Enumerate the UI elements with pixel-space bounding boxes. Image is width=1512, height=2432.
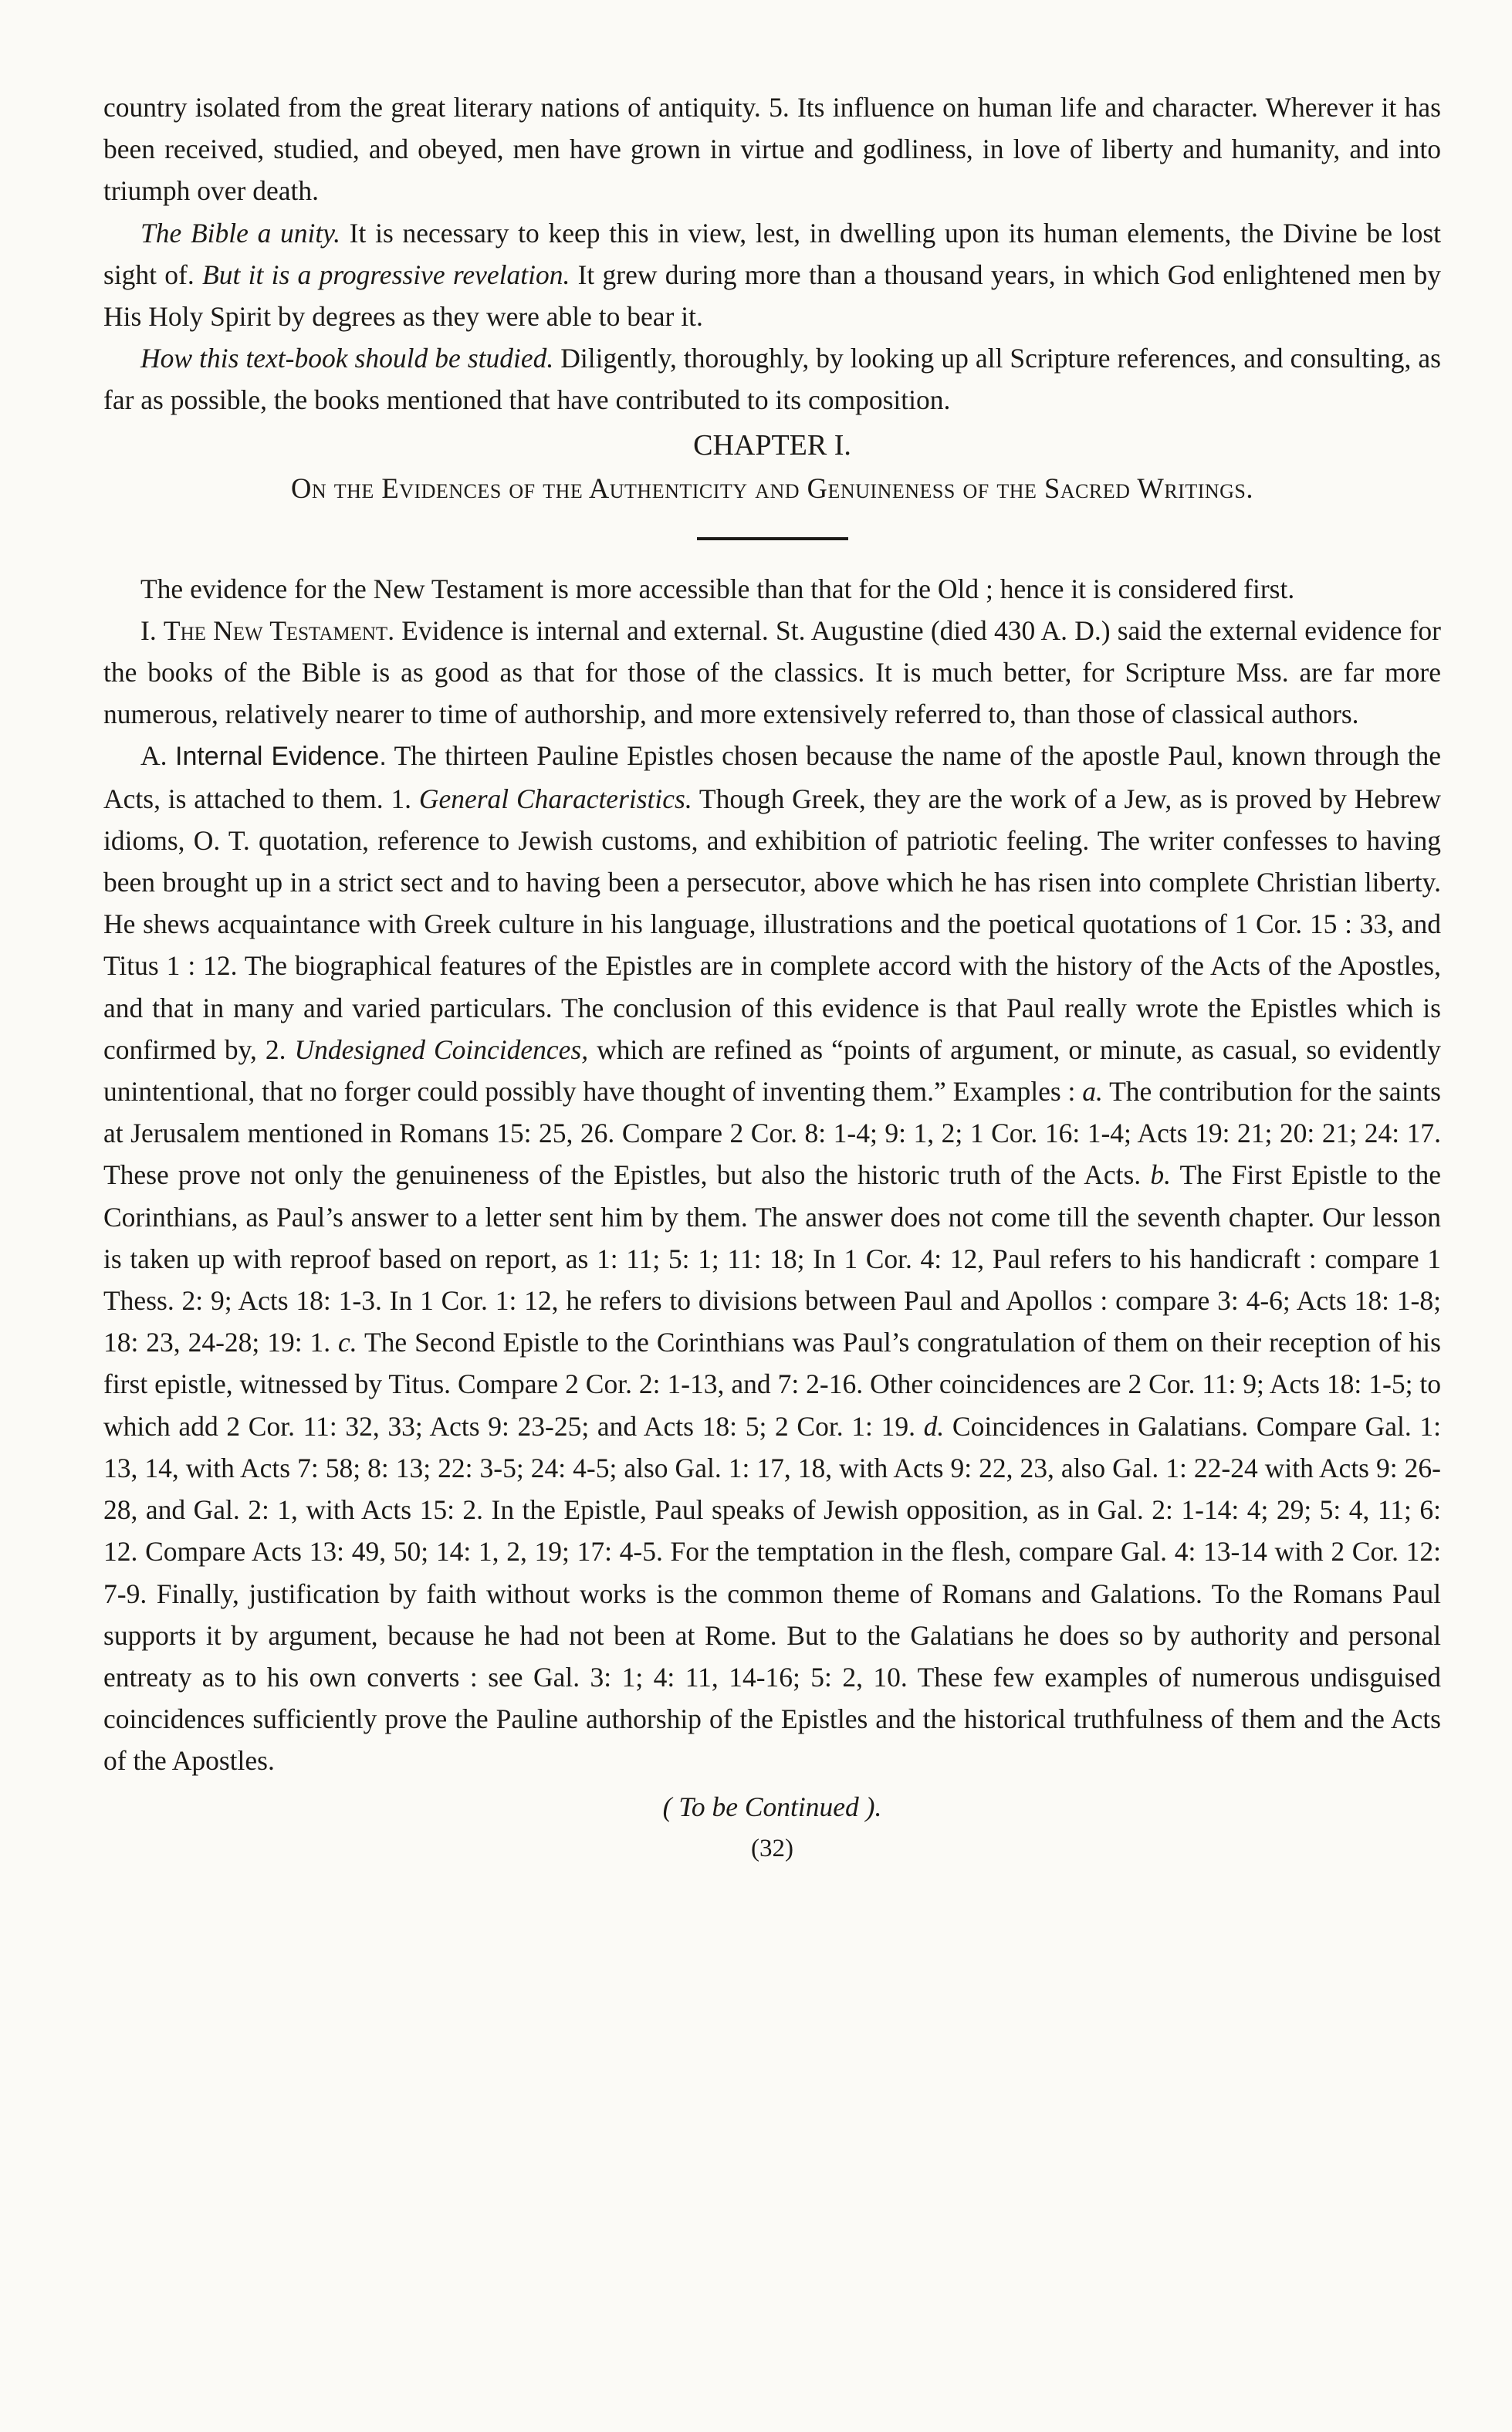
section-divider	[697, 537, 848, 540]
intro-paragraph-3: How this text-book should be studied. Diligently, thoroughly, by looking up all Scripture references, and consulting, as far as possible, the books mentioned that have contributed to its composition.	[103, 343, 1441, 416]
paragraph-title: How this text-book should be studied.	[140, 343, 554, 374]
to-be-continued: ( To be Continued ).	[662, 1791, 882, 1822]
intro-paragraph-2: The Bible a unity. It is necessary to keep this in view, lest, in dwelling upon its human elements, the Divine be lost sight of. But it is a progressive revelation. It grew during more than a thousand years, in which God enlightened men by His Holy Spirit by degrees as they were able to bear it.	[103, 217, 1441, 333]
page-number: (32)	[751, 1834, 793, 1862]
body-section	[103, 568, 1441, 1782]
section-title: The New Testament.	[163, 614, 395, 646]
chapter-subheading: On the Evidences of the Authenticity and Genuineness of the Sacred Writings.	[291, 472, 1253, 504]
body-paragraph-2: I. The New Testament. Evidence is internal and external. St. Augustine (died 430 A. D.) said the external evidence for the books of the Bible is as good as that for those of the classics. It is much better, for Scripture Mss. are far more numerous, relatively nearer to time of authorship, and more extensively referred to, than those of classical authors.	[103, 614, 1441, 730]
chapter-heading: CHAPTER I.	[693, 428, 851, 462]
body-paragraph-1: The evidence for the New Testament is more accessible than that for the Old ; hence it is considered first.	[140, 573, 1295, 604]
section-title: Internal Evidence.	[175, 742, 387, 772]
intro-section	[103, 86, 1441, 421]
intro-paragraph-1: country isolated from the great literary nations of antiquity. 5. Its influence on human life and character. Wherever it has been received, studied, and obeyed, men have grown in virtue and godliness, in love of liberty and humanity, and into triumph over death.	[103, 92, 1441, 207]
paragraph-title: The Bible a unity.	[140, 217, 340, 249]
body-paragraph-3: A. Internal Evidence. The thirteen Pauline Epistles chosen because the name of the apostle Paul, known through the Acts, is attached to them. 1. General Characteristics. Though Greek, they are the work of a Jew, as is proved by Hebrew idioms, O. T. quotation, reference to Jewish customs, and exhibition of patriotic feeling. The writer confesses to having been brought up in a strict sect and to having been a persecutor, above which he has risen into complete Christian liberty. He shews acquaintance with Greek culture in his language, illustrations and the poetical quotations of 1 Cor. 15 : 33, and Titus 1 : 12. The biographical features of the Epistles are in complete accord with the history of the Acts of the Apostles, and that in many and varied particulars. The conclusion of this evidence is that Paul really wrote the Epistles which is confirmed by, 2. Undesigned Coincidences, which are refined as “points of argument, or minute, as casual, so evidently unintentional, that no forger could possibly have thought of inventing them.” Examples : a. The contribution for the saints at Jerusalem mentioned in Romans 15: 25, 26. Compare 2 Cor. 8: 1-4; 9: 1, 2; 1 Cor. 16: 1-4; Acts 19: 21; 20: 21; 24: 17. These prove not only the genuineness of the Epistles, but also the historic truth of the Acts. b. The First Epistle to the Corinthians, as Paul’s answer to a letter sent him by them. The answer does not come till the seventh chapter. Our lesson is taken up with reproof based on report, as 1: 11; 5: 1; 11: 18; In 1 Cor. 4: 12, Paul refers to his handicraft : compare 1 Thess. 2: 9; Acts 18: 1-3. In 1 Cor. 1: 12, he refers to divisions between Paul and Apollos : compare 3: 4-6; Acts 18: 1-8; 18: 23, 24-28; 19: 1. c. The Second Epistle to the Corinthians was Paul’s congratulation of them on their reception of his first epistle, witnessed by Titus. Compare 2 Cor. 2: 1-13, and 7: 2-16. Other coincidences are 2 Cor. 11: 9; Acts 18: 1-5; to which add 2 Cor. 11: 32, 33; Acts 9: 23-25; and Acts 18: 5; 2 Cor. 1: 19. d. Coincidences in Galatians. Compare Gal. 1: 13, 14, with Acts 7: 58; 8: 13; 22: 3-5; 24: 4-5; also Gal. 1: 17, 18, with Acts 9: 22, 23, also Gal. 1: 22-24 with Acts 9: 26-28, and Gal. 2: 1, with Acts 15: 2. In the Epistle, Paul speaks of Jewish opposition, as in Gal. 2: 1-14: 4; 29; 5: 4, 11; 6: 12. Compare Acts 13: 49, 50; 14: 1, 2, 19; 17: 4-5. For the temptation in the flesh, compare Gal. 4: 13-14 with 2 Cor. 12: 7-9. Finally, justification by faith without works is the common theme of Romans and Galations. To the Romans Paul supports it by argument, because he had not been at Rome. But to the Galatians he does so by authority and personal entreaty as to his own converts : see Gal. 3: 1; 4: 11, 14-16; 5: 2, 10. These few examples of numerous undisguised coincidences sufficiently prove the Pauline authorship of the Epistles and the historical truthfulness of them and the Acts of the Apostles.	[103, 740, 1441, 1777]
